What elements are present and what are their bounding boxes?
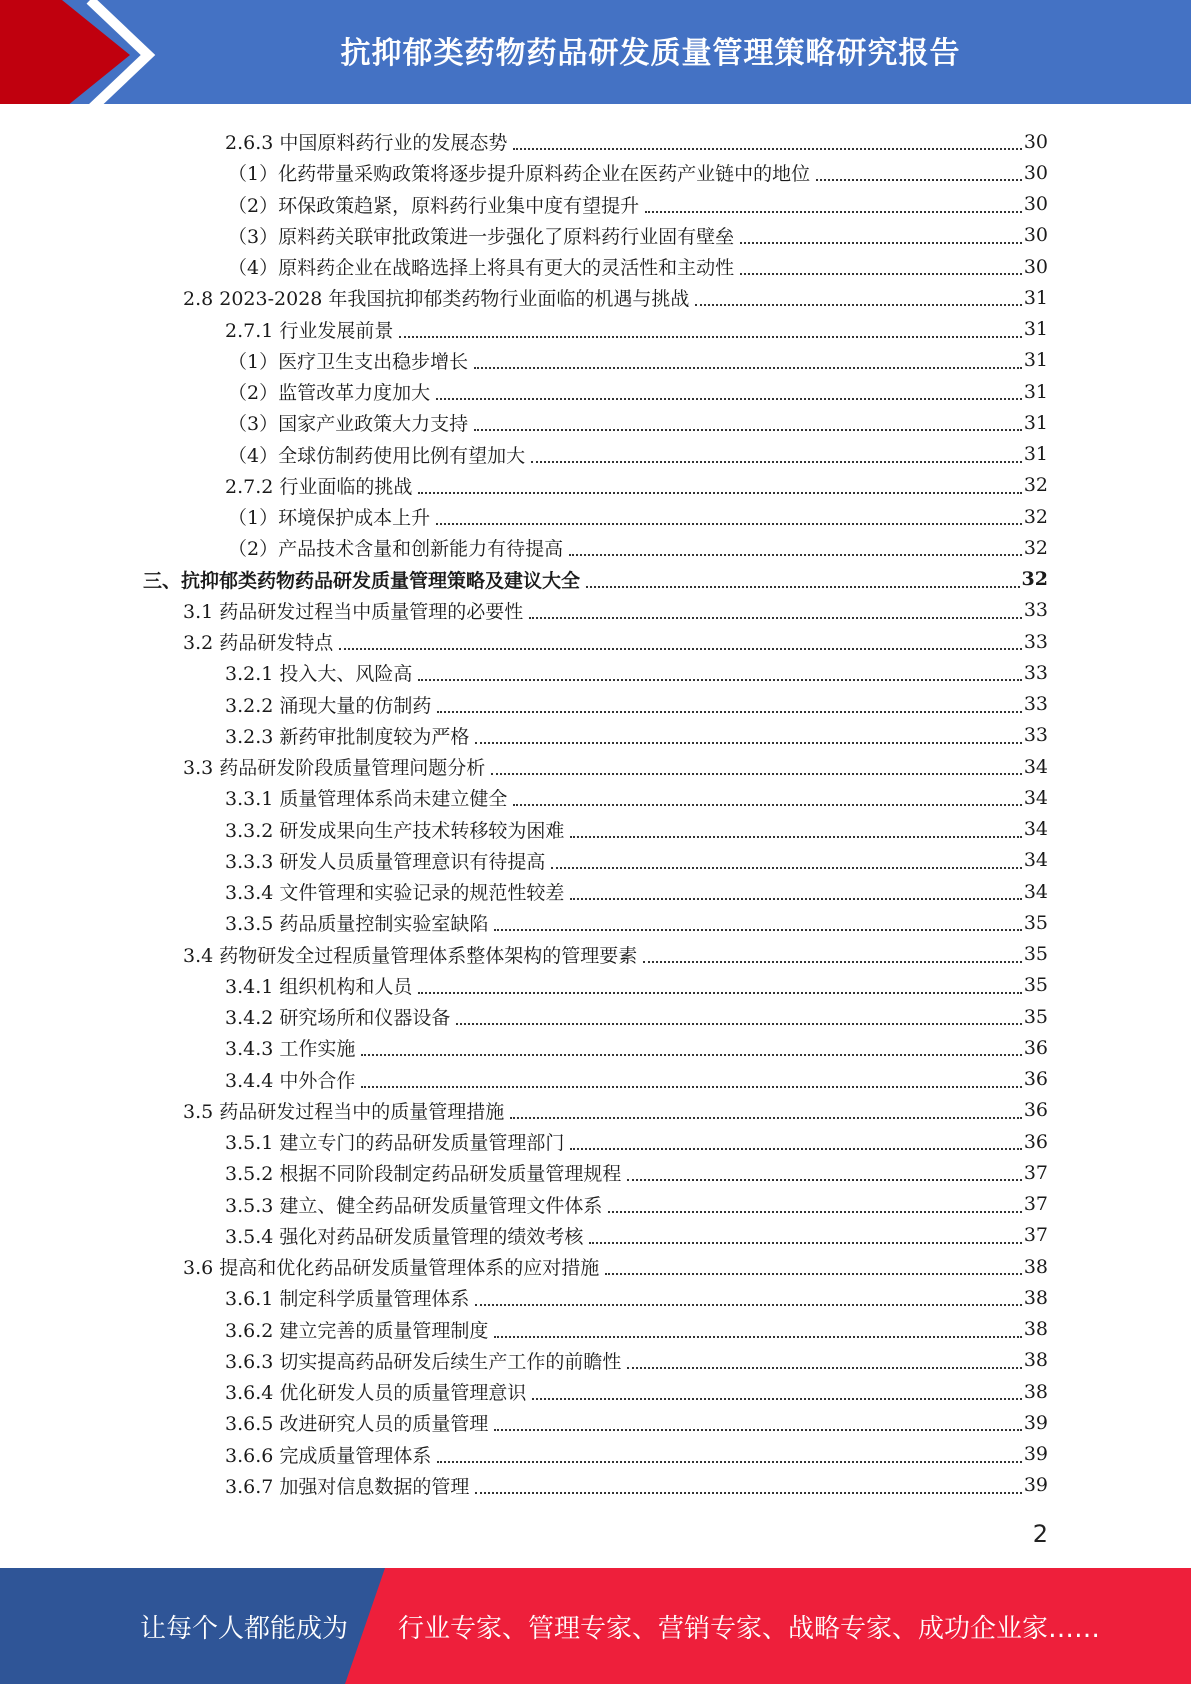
toc-entry[interactable] — [0, 407, 1191, 438]
toc-entry-title: 3.4.3 工作实施 — [225, 1038, 356, 1061]
toc-entry[interactable] — [0, 1314, 1191, 1345]
toc-entry-page: 34 — [1023, 786, 1048, 809]
toc-entry[interactable] — [0, 1001, 1191, 1032]
toc-entry[interactable] — [0, 1470, 1191, 1501]
toc-entry-title: 3.6.6 完成质量管理体系 — [225, 1444, 432, 1467]
toc-dot-leader — [605, 1272, 1022, 1275]
toc-entry[interactable] — [0, 220, 1191, 251]
toc-dot-leader — [474, 428, 1022, 431]
toc-entry-title: 3.5.4 强化对药品研发质量管理的绩效考核 — [225, 1225, 584, 1248]
toc-entry-title: （4）全球仿制药使用比例有望加大 — [228, 444, 526, 467]
toc-dot-leader — [361, 1085, 1021, 1088]
toc-entry-title: 3.5.3 建立、健全药品研发质量管理文件体系 — [225, 1194, 603, 1217]
toc-entry[interactable] — [0, 1439, 1191, 1470]
page-number: 2 — [1032, 1520, 1048, 1548]
toc-entry[interactable] — [0, 1157, 1191, 1188]
toc-dot-leader — [586, 585, 1020, 588]
toc-dot-leader — [531, 460, 1022, 463]
page-header — [0, 0, 1191, 110]
toc-entry-page: 36 — [1023, 1099, 1048, 1122]
toc-entry-page: 34 — [1023, 849, 1048, 872]
toc-entry-title: 2.7.1 行业发展前景 — [225, 319, 394, 342]
footer-slogan-right: 行业专家、管理专家、营销专家、战略专家、成功企业家…… — [398, 1613, 1101, 1644]
toc-entry[interactable] — [0, 1376, 1191, 1407]
toc-entry[interactable] — [0, 501, 1191, 532]
toc-dot-leader — [418, 991, 1021, 994]
toc-dot-leader — [816, 178, 1022, 181]
toc-entry-title: 3.3.2 研发成果向生产技术转移较为困难 — [225, 819, 565, 842]
toc-entry-title: 3.3.4 文件管理和实验记录的规范性较差 — [225, 882, 565, 905]
toc-dot-leader — [627, 1366, 1021, 1369]
toc-dot-leader — [740, 241, 1022, 244]
toc-dot-leader — [437, 710, 1021, 713]
toc-entry-page: 36 — [1023, 1130, 1048, 1153]
toc-entry[interactable] — [0, 1345, 1191, 1376]
toc-dot-leader — [491, 772, 1022, 775]
toc-dot-leader — [608, 1210, 1021, 1213]
toc-entry[interactable] — [0, 1220, 1191, 1251]
toc-dot-leader — [532, 1397, 1021, 1400]
toc-dot-leader — [418, 491, 1021, 494]
toc-dot-leader — [570, 1147, 1021, 1150]
toc-entry-page: 31 — [1023, 380, 1048, 403]
toc-dot-leader — [570, 897, 1021, 900]
toc-entry[interactable] — [0, 251, 1191, 282]
toc-dot-leader — [494, 1428, 1021, 1431]
toc-entry[interactable] — [0, 345, 1191, 376]
toc-entry-title: 3.6 提高和优化药品研发质量管理体系的应对措施 — [183, 1257, 600, 1280]
toc-entry[interactable] — [0, 157, 1191, 188]
toc-entry[interactable] — [0, 1032, 1191, 1063]
toc-entry-title: 3.6.3 切实提高药品研发后续生产工作的前瞻性 — [225, 1350, 622, 1373]
footer-slogan-left: 让每个人都能成为 — [140, 1613, 349, 1644]
toc-entry-page: 34 — [1023, 880, 1048, 903]
toc-entry[interactable] — [0, 595, 1191, 626]
toc-entry[interactable] — [0, 751, 1191, 782]
toc-entry-title: 3.4.2 研究场所和仪器设备 — [225, 1007, 451, 1030]
toc-dot-leader — [456, 1022, 1021, 1025]
toc-entry[interactable] — [0, 470, 1191, 501]
toc-entry-page: 35 — [1023, 943, 1048, 966]
toc-entry-page: 32 — [1023, 505, 1048, 528]
toc-entry-title: 3.6.2 建立完善的质量管理制度 — [225, 1319, 489, 1342]
toc-entry-page: 33 — [1023, 693, 1048, 716]
toc-dot-leader — [475, 1491, 1021, 1494]
toc-entry-page: 35 — [1023, 1005, 1048, 1028]
toc-entry-title: 3.2.3 新药审批制度较为严格 — [225, 725, 470, 748]
toc-dot-leader — [513, 803, 1021, 806]
toc-entry[interactable] — [0, 1126, 1191, 1157]
toc-entry-title: 2.8 2023-2028 年我国抗抑郁类药物行业面临的机遇与挑战 — [183, 288, 690, 311]
toc-entry[interactable] — [0, 657, 1191, 688]
toc-dot-leader — [399, 335, 1021, 338]
toc-dot-leader — [436, 522, 1022, 525]
toc-entry-title: 3.4.1 组织机构和人员 — [225, 975, 413, 998]
toc-entry-page: 31 — [1023, 411, 1048, 434]
toc-entry-page: 32 — [1023, 474, 1048, 497]
toc-entry-title: 3.6.1 制定科学质量管理体系 — [225, 1288, 470, 1311]
toc-entry-page: 30 — [1023, 255, 1048, 278]
toc-entry-page: 38 — [1023, 1255, 1048, 1278]
toc-entry-page: 35 — [1023, 911, 1048, 934]
toc-entry-page: 31 — [1023, 349, 1048, 372]
toc-entry-page: 39 — [1023, 1474, 1048, 1497]
toc-entry[interactable] — [0, 1282, 1191, 1313]
toc-entry-title: 2.6.3 中国原料药行业的发展态势 — [225, 132, 508, 155]
toc-dot-leader — [740, 272, 1022, 275]
toc-entry-page: 34 — [1023, 818, 1048, 841]
toc-entry-title: 3.6.5 改进研究人员的质量管理 — [225, 1413, 489, 1436]
toc-entry-page: 37 — [1023, 1161, 1048, 1184]
toc-entry-title: （2）产品技术含量和创新能力有待提高 — [228, 538, 564, 561]
toc-entry-page: 35 — [1023, 974, 1048, 997]
toc-entry-title: 3.5.2 根据不同阶段制定药品研发质量管理规程 — [225, 1163, 622, 1186]
toc-entry-title: 3.6.7 加强对信息数据的管理 — [225, 1475, 470, 1498]
toc-entry-page: 34 — [1023, 755, 1048, 778]
toc-entry-title: （1）医疗卫生支出稳步增长 — [228, 350, 469, 373]
toc-entry-page: 30 — [1023, 130, 1048, 153]
toc-dot-leader — [361, 1053, 1021, 1056]
toc-entry-title: 3.3.3 研发人员质量管理意识有待提高 — [225, 850, 546, 873]
toc-entry-page: 31 — [1023, 443, 1048, 466]
toc-entry[interactable] — [0, 939, 1191, 970]
toc-entry-page: 33 — [1023, 630, 1048, 653]
table-of-contents — [0, 126, 1191, 1501]
toc-dot-leader — [570, 835, 1021, 838]
toc-entry-title: 3.5.1 建立专门的药品研发质量管理部门 — [225, 1132, 565, 1155]
toc-entry[interactable] — [0, 814, 1191, 845]
toc-dot-leader — [474, 366, 1022, 369]
report-title: 抗抑郁类药物药品研发质量管理策略研究报告 — [340, 36, 961, 71]
toc-dot-leader — [645, 210, 1022, 213]
toc-dot-leader — [339, 647, 1022, 650]
toc-dot-leader — [418, 678, 1021, 681]
toc-entry-page: 33 — [1023, 724, 1048, 747]
toc-entry-page: 30 — [1023, 161, 1048, 184]
toc-entry-page: 36 — [1023, 1068, 1048, 1091]
toc-entry-page: 32 — [1023, 536, 1048, 559]
toc-dot-leader — [475, 741, 1021, 744]
toc-entry[interactable] — [0, 532, 1191, 563]
toc-entry-page: 31 — [1023, 286, 1048, 309]
toc-entry-title: 2.7.2 行业面临的挑战 — [225, 475, 413, 498]
toc-entry-title: 3.3 药品研发阶段质量管理问题分析 — [183, 757, 486, 780]
toc-entry[interactable] — [0, 720, 1191, 751]
toc-entry-page: 33 — [1023, 599, 1048, 622]
toc-dot-leader — [695, 303, 1021, 306]
toc-entry-page: 38 — [1023, 1286, 1048, 1309]
toc-entry-title: 3.4.4 中外合作 — [225, 1069, 356, 1092]
toc-dot-leader — [529, 616, 1022, 619]
toc-entry-page: 36 — [1023, 1036, 1048, 1059]
toc-dot-leader — [589, 1241, 1021, 1244]
toc-dot-leader — [494, 928, 1021, 931]
toc-entry[interactable] — [0, 126, 1191, 157]
toc-entry-title: （4）原料药企业在战略选择上将具有更大的灵活性和主动性 — [228, 257, 735, 280]
toc-entry[interactable] — [0, 314, 1191, 345]
toc-entry[interactable] — [0, 439, 1191, 470]
toc-entry[interactable] — [0, 907, 1191, 938]
toc-entry[interactable] — [0, 876, 1191, 907]
toc-dot-leader — [627, 1178, 1021, 1181]
toc-dot-leader — [569, 553, 1022, 556]
toc-dot-leader — [551, 866, 1021, 869]
toc-entry-title: 3.4 药物研发全过程质量管理体系整体架构的管理要素 — [183, 944, 638, 967]
toc-entry-title: （2）监管改革力度加大 — [228, 382, 431, 405]
toc-entry-page: 30 — [1023, 224, 1048, 247]
toc-entry-title: 3.6.4 优化研发人员的质量管理意识 — [225, 1382, 527, 1405]
toc-entry[interactable] — [0, 970, 1191, 1001]
toc-entry[interactable] — [0, 1189, 1191, 1220]
page-footer — [0, 1568, 1191, 1684]
toc-entry-page: 30 — [1023, 193, 1048, 216]
toc-entry-title: 3.5 药品研发过程当中的质量管理措施 — [183, 1100, 505, 1123]
toc-entry-page: 38 — [1023, 1349, 1048, 1372]
toc-entry-title: （2）环保政策趋紧，原料药行业集中度有望提升 — [228, 194, 640, 217]
toc-entry[interactable] — [0, 376, 1191, 407]
toc-entry[interactable] — [0, 845, 1191, 876]
toc-dot-leader — [643, 960, 1022, 963]
toc-entry-page: 37 — [1023, 1193, 1048, 1216]
toc-dot-leader — [513, 147, 1021, 150]
toc-entry-title: 3.1 药品研发过程当中质量管理的必要性 — [183, 600, 524, 623]
toc-entry[interactable] — [0, 1095, 1191, 1126]
toc-entry[interactable] — [0, 689, 1191, 720]
toc-entry-page: 33 — [1023, 661, 1048, 684]
toc-dot-leader — [436, 397, 1022, 400]
toc-entry[interactable] — [0, 1407, 1191, 1438]
toc-dot-leader — [494, 1335, 1021, 1338]
toc-entry-title: 3.2.1 投入大、风险高 — [225, 663, 413, 686]
toc-entry-page: 39 — [1023, 1443, 1048, 1466]
toc-entry-page: 39 — [1023, 1411, 1048, 1434]
toc-dot-leader — [475, 1303, 1021, 1306]
toc-entry[interactable] — [0, 1251, 1191, 1282]
toc-entry-page: 32 — [1021, 568, 1048, 591]
toc-entry-page: 38 — [1023, 1318, 1048, 1341]
toc-entry-title: （3）国家产业政策大力支持 — [228, 413, 469, 436]
toc-entry-title: 3.3.1 质量管理体系尚未建立健全 — [225, 788, 508, 811]
toc-dot-leader — [510, 1116, 1022, 1119]
toc-entry-title: 3.3.5 药品质量控制实验室缺陷 — [225, 913, 489, 936]
toc-entry-page: 31 — [1023, 318, 1048, 341]
toc-dot-leader — [437, 1460, 1021, 1463]
toc-entry-title: （1）化药带量采购政策将逐步提升原料药企业在医药产业链中的地位 — [228, 163, 811, 186]
toc-entry[interactable] — [0, 626, 1191, 657]
toc-entry[interactable] — [0, 564, 1191, 595]
toc-entry-title: 3.2.2 涌现大量的仿制药 — [225, 694, 432, 717]
toc-entry[interactable] — [0, 782, 1191, 813]
toc-entry-page: 37 — [1023, 1224, 1048, 1247]
toc-entry-title: （1）环境保护成本上升 — [228, 507, 431, 530]
toc-entry-title: 三、抗抑郁类药物药品研发质量管理策略及建议大全 — [143, 569, 581, 592]
toc-entry-title: 3.2 药品研发特点 — [183, 632, 334, 655]
toc-entry-page: 38 — [1023, 1380, 1048, 1403]
toc-entry[interactable] — [0, 1064, 1191, 1095]
toc-entry[interactable] — [0, 282, 1191, 313]
toc-entry-title: （3）原料药关联审批政策进一步强化了原料药行业固有壁垒 — [228, 225, 735, 248]
toc-entry[interactable] — [0, 189, 1191, 220]
